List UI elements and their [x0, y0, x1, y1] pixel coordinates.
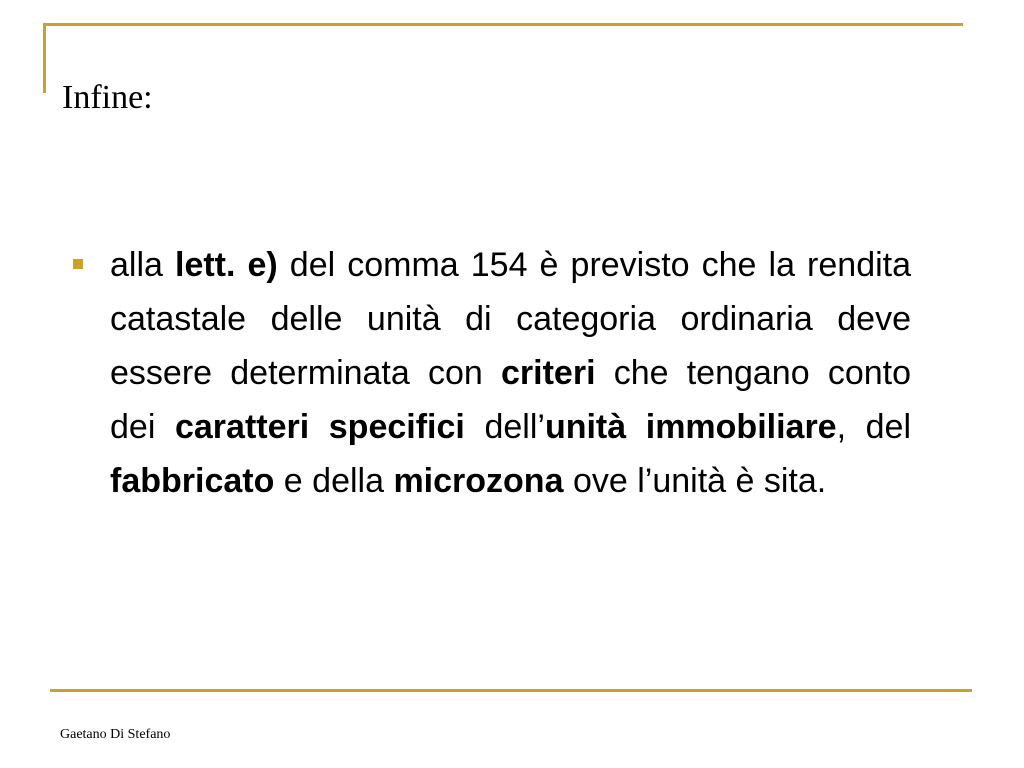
footer-author: Gaetano Di Stefano [60, 727, 171, 742]
slide-body [70, 238, 911, 508]
bullet-segment-bold: microzona [393, 462, 564, 500]
bullet-segment-bold: fabbricato [110, 462, 275, 500]
bullet-text [110, 238, 911, 508]
bullet-segment: e della [274, 462, 394, 500]
footer-rule [50, 689, 972, 692]
bullet-segment: che tengano conto dei [110, 354, 911, 446]
bullet-segment: , del [836, 408, 912, 446]
bullet-segment: dell’ [464, 408, 545, 446]
bullet-segment-bold: caratteri specifici [174, 408, 465, 446]
bullet-segment: ove l’unità è sita. [563, 462, 827, 500]
bullet-segment-bold: lett. e) [175, 246, 278, 284]
bullet-segment-bold: unità immobiliare [544, 408, 837, 446]
bullet-segment: del comma 154 è previsto che la rendita catastale delle unità di categoria ordinaria deve essere determinata con [110, 246, 912, 392]
bullet-segment: alla [110, 246, 175, 284]
title-frame-top-rule [43, 23, 963, 26]
slide-title: Infine: [62, 79, 153, 116]
bullet-segment-bold: criteri [501, 354, 596, 392]
square-bullet-icon [73, 259, 83, 269]
title-frame-left-rule [43, 23, 46, 93]
